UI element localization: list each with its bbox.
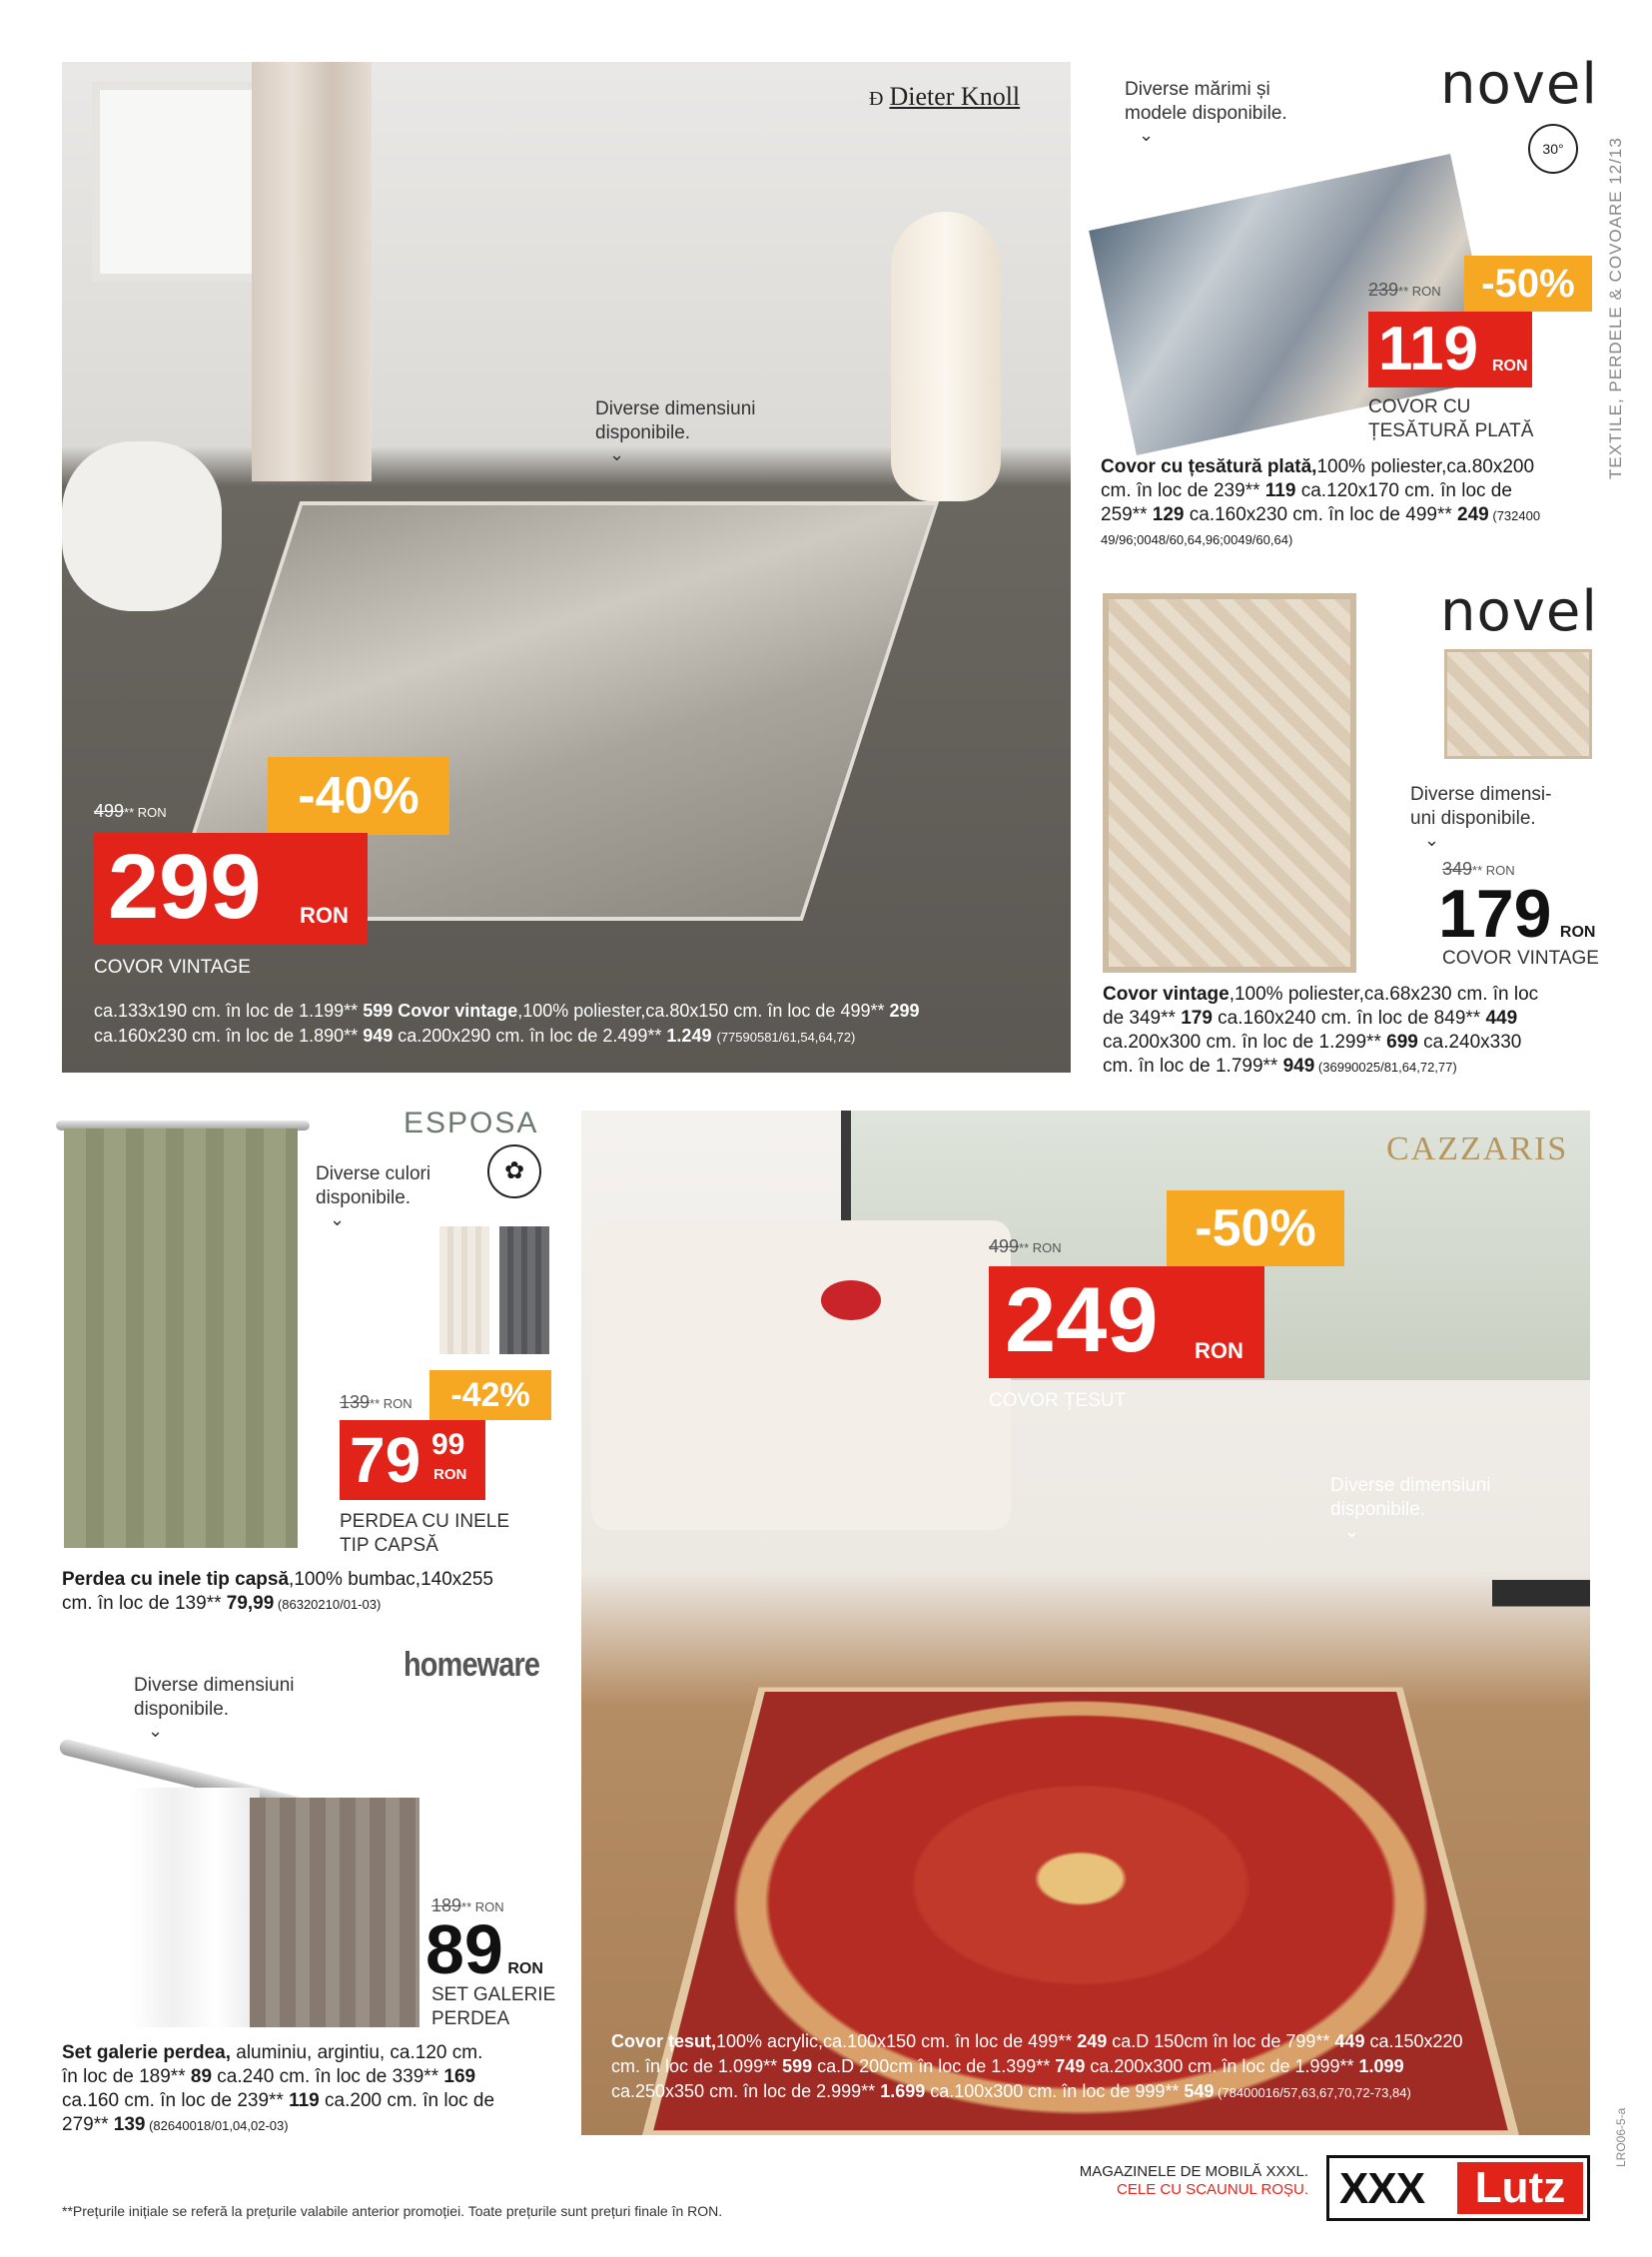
product6-old-price: 499** RON [989, 1236, 1062, 1256]
product4-variant-cream [439, 1226, 489, 1354]
wash-30-icon: 30° [1528, 124, 1578, 174]
product5-brown-curtain [250, 1798, 419, 2027]
product1-discount-badge: -40% [268, 757, 449, 835]
product5-price: 89 RON [425, 1910, 543, 1988]
footer-store-tagline: MAGAZINELE DE MOBILĂ XXXL. CELE CU SCAUNUL ROȘU. [1079, 2163, 1308, 2198]
product4-description: Perdea cu inele tip capsă,100% bumbac,140x255 cm. în loc de 139** 79,99 (86320210/01-03) [62, 1569, 493, 1614]
product5-name: SET GALERIE PERDEA [431, 1984, 556, 2029]
product6-price-box: 249 RON [989, 1266, 1264, 1378]
product5-brand: homeware [404, 1646, 540, 1684]
product1-description: ca.133x190 cm. în loc de 1.199** 599 Covor vintage,100% poliester,ca.80x150 cm. în loc de 499** 299 ca.160x230 cm. în loc de 1.890** 949 ca.200x290 cm. în loc de 2.499** 1.249 (77590581/61,54,64,72) [94, 1001, 920, 1046]
product4-brand: ESPOSA [404, 1107, 539, 1139]
product6-discount-badge: -50% [1167, 1190, 1344, 1266]
chevron-down-icon: ⌄ [1139, 125, 1155, 145]
product2-brand: novel [1440, 52, 1598, 117]
chevron-down-icon: ⌄ [609, 444, 625, 464]
product4-name: PERDEA CU INELE TIP CAPSĂ [340, 1511, 509, 1556]
product1-sizes-note: Diverse dimensiuni disponibile. ⌄ [595, 397, 795, 463]
chevron-down-icon: ⌄ [1344, 1521, 1360, 1541]
product2-old-price: 239** RON [1368, 280, 1441, 300]
brand-dieter-knoll: Ɖ Dieter Knoll [869, 82, 1021, 111]
sofa-graphic [591, 1220, 1011, 1530]
chevron-down-icon: ⌄ [1424, 830, 1440, 850]
chevron-down-icon: ⌄ [330, 1209, 346, 1229]
product4-discount-badge: -42% [429, 1370, 551, 1420]
product3-photo [1103, 593, 1356, 973]
product4-price-box: 79 99 RON [340, 1420, 485, 1500]
product6-brand: CAZZARIS [1386, 1130, 1569, 1167]
product3-description: Covor vintage,100% poliester,ca.68x230 cm. în loc de 349** 179 ca.160x240 cm. în loc de 849** 449 ca.200x300 cm. în loc de 1.299** 699 ca.240x330 cm. în loc de 1.799** 949 (36990025/81,64,72,77) [1103, 984, 1539, 1077]
footer-price-note: **Prețurile inițiale se referă la prețurile valabile anterior promoției. Toate prețurile sunt prețuri finale în RON. [62, 2203, 723, 2219]
product3-sizes-note: Diverse dimensi- uni disponibile. ⌄ [1410, 784, 1552, 850]
cotton-icon: ✿ [487, 1144, 541, 1198]
product1-price-box: 299 RON [94, 833, 368, 945]
product4-variant-grey [499, 1226, 549, 1354]
red-cushion-graphic [821, 1280, 881, 1320]
product3-detail-photo [1444, 649, 1592, 759]
curtain-graphic [252, 62, 372, 481]
footer-code: LRO06-5-a [1614, 2107, 1628, 2167]
product6-description: Covor țesut,100% acrylic,ca.100x150 cm. în loc de 499** 249 ca.D 150cm în loc de 799** 449 ca.150x220 cm. în loc de 1.099** 599 ca.D 200cm în loc de 1.399** 749 ca.200x300 cm. în loc de 1.999** 1.099 ca.250x350 cm. în loc de 2.999** 1.699 ca.100x300 cm. în loc de 999** 549 (78400016/57,63,67,70,72-73,84) [611, 2031, 1463, 2101]
product4-photo [64, 1128, 298, 1548]
dk-logo-icon: Ɖ [869, 88, 884, 110]
product2-description: Covor cu țesătură plată,100% poliester,ca.80x200 cm. în loc de 239** 119 ca.120x170 cm. în loc de 259** 129 ca.160x230 cm. în loc de 499** 249 (732400 49/96;0048/60,64,96;0049/60,64) [1101, 456, 1541, 547]
product1-old-price: 499** RON [94, 801, 167, 821]
product5-sizes-note: Diverse dimensiuni disponibile. ⌄ [134, 1675, 295, 1741]
product5-description: Set galerie perdea, aluminiu, argintiu, ca.120 cm. în loc de 189** 89 ca.240 cm. în loc de 339** 169 ca.160 cm. în loc de 239** 119 ca.200 cm. în loc de 279** 139 (82640018/01,04,02-03) [62, 2042, 495, 2135]
product2-sizes-note: Diverse mărimi și modele disponibile. ⌄ [1125, 79, 1287, 145]
product3-brand: novel [1440, 579, 1598, 644]
product2-name: COVOR CU ȚESĂTURĂ PLATĂ [1368, 396, 1534, 441]
side-table-graphic [1492, 1580, 1590, 1700]
product2-price-box: 119 RON [1368, 312, 1532, 387]
product4-old-price: 139** RON [340, 1392, 413, 1412]
product2-discount-badge: -50% [1464, 256, 1592, 312]
product5-white-curtain [130, 1788, 260, 2027]
product4-colors-note: Diverse culori disponibile. ⌄ [316, 1163, 431, 1229]
product6-photo [581, 1111, 1590, 2135]
floor-lamp-graphic [891, 212, 1001, 501]
product6-name: COVOR ȚESUT [989, 1390, 1127, 1411]
product5-old-price: 189** RON [431, 1895, 504, 1915]
chevron-down-icon: ⌄ [148, 1721, 164, 1741]
product3-name: COVOR VINTAGE [1442, 948, 1599, 969]
product3-price: 179 RON [1438, 876, 1596, 952]
product6-sizes-note: Diverse dimensiuni disponibile. ⌄ [1330, 1475, 1491, 1541]
xxxlutz-logo[interactable]: XXX Lutz [1326, 2155, 1590, 2221]
product3-old-price: 349** RON [1442, 859, 1515, 879]
product1-name: COVOR VINTAGE [94, 957, 251, 978]
pouf-graphic [62, 441, 222, 611]
side-section-label: TEXTILE, PERDELE & COVOARE 12/13 [1606, 137, 1625, 479]
